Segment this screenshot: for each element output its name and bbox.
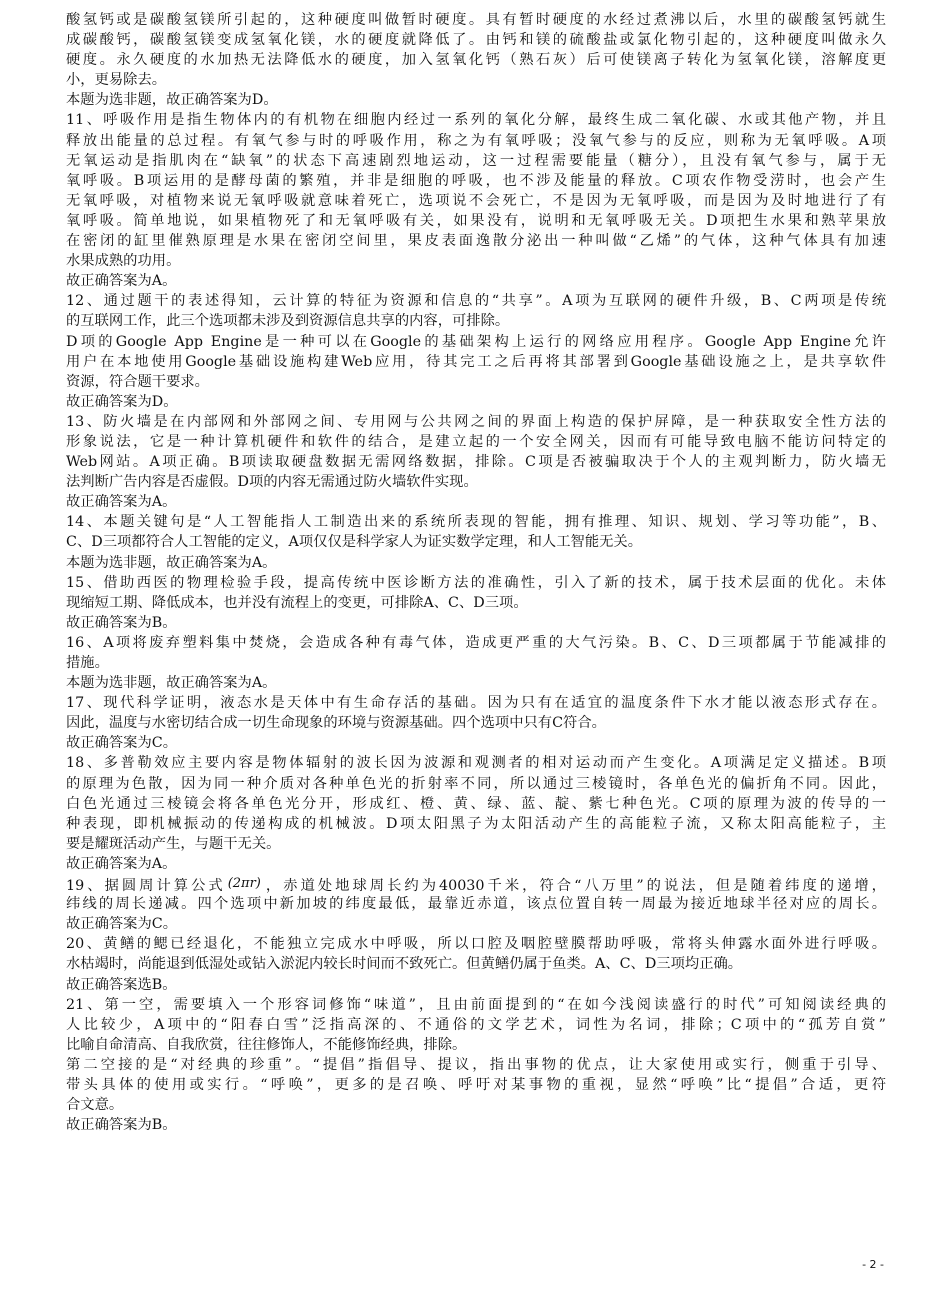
text-line <box>66 432 886 452</box>
text-line <box>66 613 886 633</box>
text-line <box>66 271 886 291</box>
text-line <box>66 70 886 90</box>
line-text: Web网站。A项正确。B项读取硬盘数据无需网络数据，排除。C项是否被骗取决于个人的主观判断力，防火墙无 <box>66 454 886 471</box>
text-line <box>66 512 886 532</box>
line-text: C、D三项都符合人工智能的定义，A项仅仅是科学家人为证实数学定理，和人工智能无关。 <box>66 534 643 551</box>
text-line <box>66 693 886 713</box>
text-line <box>66 954 886 974</box>
line-text: 释放出能量的总过程。有氧气参与时的呼吸作用，称之为有氧呼吸；没氧气参与的反应，则称为无氧呼吸。A项 <box>66 132 886 149</box>
text-line <box>66 171 886 191</box>
line-text: 本题为选非题，故正确答案为A。 <box>66 554 277 571</box>
line-text: 用户在本地使用Google基础设施构建Web应用，待其完工之后再将其部署到Google基础设施之上，是共享软件 <box>66 353 886 370</box>
line-text: 现缩短工期、降低成本，也并没有流程上的变更，可排除A、C、D三项。 <box>66 594 528 611</box>
text-line <box>66 492 886 512</box>
line-text: 带头具体的使用或实行。“呼唤”，更多的是召唤、呼吁对某事物的重视，显然“呼唤”比“提倡”合适，更符 <box>66 1076 886 1093</box>
line-text: 18、多普勒效应主要内容是物体辐射的波长因为波源和观测者的相对运动而产生变化。A项满足定义描述。B项 <box>66 755 886 772</box>
text-line <box>66 30 886 50</box>
line-text: 11、呼吸作用是指生物体内的有机物在细胞内经过一系列的氧化分解，最终生成二氧化碳、水或其他产物，并且 <box>66 112 886 129</box>
text-line <box>66 10 886 30</box>
text-line <box>66 673 886 693</box>
text-line <box>66 151 886 171</box>
line-text: 合文意。 <box>66 1097 124 1114</box>
line-text: 酸氢钙或是碳酸氢镁所引起的，这种硬度叫做暂时硬度。具有暂时硬度的水经过煮沸以后，水里的碳酸氢钙就生 <box>66 12 886 28</box>
text-line <box>66 1075 886 1095</box>
text-line <box>66 1035 886 1055</box>
text-line <box>66 472 886 492</box>
text-line <box>66 653 886 673</box>
line-text: 19、据圆周计算公式 <box>66 878 226 895</box>
line-text: 故正确答案为C。 <box>66 735 178 752</box>
text-line <box>66 854 886 874</box>
text-line <box>66 573 886 593</box>
line-text: 措施。 <box>66 655 109 671</box>
text-line <box>66 191 886 211</box>
line-text: 硬度。永久硬度的水加热无法降低水的硬度，加入氢氧化钙（熟石灰）后可使镁离子转化为氢氧化镁，溶解度更 <box>66 52 886 69</box>
line-text: 成碳酸钙，碳酸氢镁变成氢氧化镁，水的硬度就降低了。由钙和镁的硫酸盐或氯化物引起的，这种硬度叫做永久 <box>66 32 886 49</box>
text-line <box>66 834 886 854</box>
line-text: 形象说法，它是一种计算机硬件和软件的结合，是建立起的一个安全网关，因而有可能导致电脑不能访问特定的 <box>66 433 886 450</box>
line-text: 的原理为色散，因为同一种介质对各种单色光的折射率不同，所以通过三棱镜时，各单色光的偏折角不同。因此， <box>66 775 886 792</box>
text-line <box>66 392 886 412</box>
text-line <box>66 372 886 392</box>
line-text: 因此，温度与水密切结合成一切生命现象的环境与资源基础。四个选项中只有C符合。 <box>66 715 606 732</box>
line-text: 小，更易除去。 <box>66 72 167 89</box>
text-line <box>66 593 886 613</box>
line-text: 在密闭的缸里催熟原理是水果在密闭空间里，果皮表面逸散分泌出一种叫做“乙烯”的气体，这种气体具有加速 <box>66 233 886 250</box>
line-text: 16、A项将废弃塑料集中焚烧，会造成各种有毒气体，造成更严重的大气污染。B、C、D三项都属于节能减排的 <box>66 634 886 651</box>
line-text: 本题为选非题，故正确答案为A。 <box>66 675 277 692</box>
line-text: 故正确答案为A。 <box>66 855 177 872</box>
document-body <box>66 10 886 1135</box>
line-text: 故正确答案为B。 <box>66 1117 177 1134</box>
line-text: 法判断广告内容是否虚假。D项的内容无需通过防火墙软件实现。 <box>66 474 478 491</box>
text-line <box>66 874 886 894</box>
line-text: D项的Google App Engine是一种可以在Google的基础架构上运行的网络应用程序。Google App Engine允许 <box>66 333 886 350</box>
text-line <box>66 633 886 653</box>
text-line <box>66 894 886 914</box>
line-text-continued: ，赤道处地球周长约为40030千米，符合“八万里”的说法，但是随着纬度的递增， <box>262 878 886 895</box>
line-text: 14、本题关键句是“人工智能指人工制造出来的系统所表现的智能，拥有推理、知识、规划、学习等功能”，B、 <box>66 514 886 531</box>
line-text: 氧呼吸。简单地说，如果植物死了和无氧呼吸有关，如果没有，说明和无氧呼吸无关。D项把生水果和熟苹果放 <box>66 212 886 229</box>
text-line <box>66 211 886 231</box>
text-line <box>66 332 886 352</box>
line-text: 故正确答案为A。 <box>66 273 177 290</box>
text-line <box>66 110 886 130</box>
line-text: 资源，符合题干要求。 <box>66 373 209 390</box>
text-line <box>66 50 886 70</box>
line-text: 无氧运动是指肌肉在“缺氧”的状态下高速剧烈地运动，这一过程需要能量（糖分），且没有氧气参与，属于无 <box>66 152 886 169</box>
line-text: 人比较少，A项中的“阳春白雪”泛指高深的、不通俗的文学艺术，词性为名词，排除；C项中的“孤芳自赏” <box>66 1016 886 1033</box>
text-line <box>66 1055 886 1075</box>
text-line <box>66 352 886 372</box>
text-line <box>66 733 886 753</box>
line-text: 13、防火墙是在内部网和外部网之间、专用网与公共网之间的界面上构造的保护屏障，是一种获取安全性方法的 <box>66 413 886 430</box>
line-text: 本题为选非题，故正确答案为D。 <box>66 92 278 109</box>
line-text: 要是耀斑活动产生，与题干无关。 <box>66 835 281 852</box>
text-line <box>66 90 886 110</box>
text-line <box>66 713 886 733</box>
line-text: 故正确答案为D。 <box>66 393 178 410</box>
line-text: 15、借助西医的物理检验手段，提高传统中医诊断方法的准确性，引入了新的技术，属于技术层面的优化。未体 <box>66 574 886 591</box>
line-text: 20、黄鳝的鳃已经退化，不能独立完成水中呼吸，所以口腔及咽腔壁膜帮助呼吸，常将头伸露水面外进行呼吸。 <box>66 936 886 953</box>
text-line <box>66 995 886 1015</box>
text-line <box>66 412 886 432</box>
line-text: 的互联网工作，此三个选项都未涉及到资源信息共享的内容，可排除。 <box>66 313 510 330</box>
text-line <box>66 794 886 814</box>
text-line <box>66 452 886 472</box>
line-text: 白色光通过三棱镜会将各单色光分开，形成红、橙、黄、绿、蓝、靛、紫七种色光。C项的原理为波的传导的一 <box>66 795 886 812</box>
text-line <box>66 914 886 934</box>
text-line <box>66 131 886 151</box>
text-line <box>66 1115 886 1135</box>
text-line <box>66 975 886 995</box>
line-text: 17、现代科学证明，液态水是天体中有生命存活的基础。因为只有在适宜的温度条件下水才能以液态形式存在。 <box>66 695 886 712</box>
text-line <box>66 934 886 954</box>
line-text: 故正确答案为C。 <box>66 916 178 933</box>
line-text: 第二空接的是“对经典的珍重”。“提倡”指倡导、提议，指出事物的优点，让大家使用或实行，侧重于引导、 <box>66 1056 886 1073</box>
line-text: 故正确答案选B。 <box>66 976 177 993</box>
circumference-formula: (2πr) <box>227 876 261 892</box>
text-line <box>66 231 886 251</box>
line-text: 故正确答案为B。 <box>66 614 177 631</box>
text-line <box>66 1015 886 1035</box>
line-text: 12、通过题干的表述得知，云计算的特征为资源和信息的“共享”。A项为互联网的硬件升级，B、C两项是传统 <box>66 293 886 310</box>
text-line <box>66 251 886 271</box>
text-line <box>66 311 886 331</box>
line-text: 种表现，即机械振动的传递构成的机械波。D项太阳黑子为太阳活动产生的高能粒子流，又称太阳高能粒子，主 <box>66 815 886 832</box>
page-number: - 2 - <box>862 1258 884 1271</box>
text-line <box>66 291 886 311</box>
line-text: 纬线的周长递减。四个选项中新加坡的纬度最低，最靠近赤道，该点位置自转一周最为接近地球半径对应的周长。 <box>66 896 886 913</box>
text-line <box>66 814 886 834</box>
line-text: 故正确答案为A。 <box>66 494 177 511</box>
text-line <box>66 532 886 552</box>
text-line <box>66 1095 886 1115</box>
text-line <box>66 774 886 794</box>
text-line <box>66 553 886 573</box>
line-text: 比喻自命清高、自我欣赏，往往修饰人，不能修饰经典，排除。 <box>66 1036 467 1053</box>
line-text: 水果成熟的功用。 <box>66 253 181 270</box>
text-line <box>66 753 886 773</box>
line-text: 氧呼吸。B项运用的是酵母菌的繁殖，并非是细胞的呼吸，也不涉及能量的释放。C项农作物受涝时，也会产生 <box>66 172 886 189</box>
line-text: 21、第一空，需要填入一个形容词修饰“味道”，且由前面提到的“在如今浅阅读盛行的时代”可知阅读经典的 <box>66 996 886 1013</box>
line-text: 无氧呼吸，对植物来说无氧呼吸就意味着死亡，选项说不会死亡，不是因为无氧呼吸，而是因为及时地进行了有 <box>66 192 886 209</box>
line-text: 水枯竭时，尚能退到低湿处或钻入淤泥内较长时间而不致死亡。但黄鳝仍属于鱼类。A、C、D三项均正确。 <box>66 956 743 973</box>
